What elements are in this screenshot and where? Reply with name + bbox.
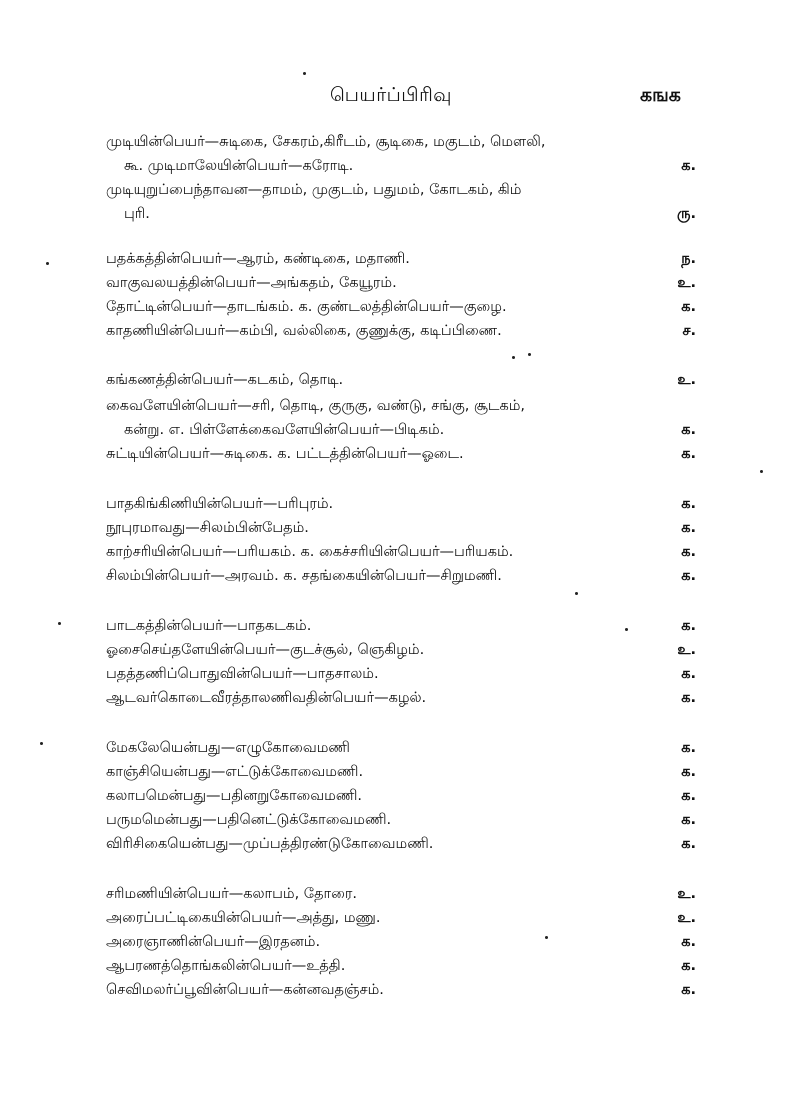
entry-text: கூ. முடிமாலேயின்பெயர்—கரோடி.: [124, 158, 354, 174]
entry-count: க.: [681, 812, 696, 828]
scan-speck: [760, 470, 763, 473]
entry-line: [106, 247, 696, 271]
entry-text: நூபுரமாவது—சிலம்பின்பேதம்.: [106, 520, 309, 536]
entry-line: [106, 178, 696, 202]
entry-line: [106, 130, 696, 154]
entry-count: க.: [681, 568, 696, 584]
entry-text: வாகுவலயத்தின்பெயர்—அங்கதம், கேயூரம்.: [106, 275, 397, 291]
entry-text: ஆபரணத்தொங்கலின்பெயர்—உத்தி.: [106, 958, 346, 974]
scan-speck: [528, 353, 531, 356]
scan-speck: [575, 592, 578, 595]
scan-speck: [545, 936, 548, 939]
entry-count: க.: [681, 520, 696, 536]
entry-line: [106, 295, 696, 319]
entry-count: ச.: [682, 323, 696, 339]
entry-line: [106, 614, 696, 638]
entry-line: [106, 978, 696, 1002]
entry-line: [124, 418, 696, 442]
entry-count: க.: [681, 958, 696, 974]
entry-line: [106, 638, 696, 662]
entry-count: க.: [681, 544, 696, 560]
scan-speck: [625, 628, 628, 631]
entry-line: [106, 882, 696, 906]
entry-count: க.: [681, 836, 696, 852]
scan-speck: [58, 622, 61, 625]
entry-count: க.: [681, 788, 696, 804]
entry-text: கைவளேயின்பெயர்—சரி, தொடி, குருகு, வண்டு, சங்கு, சூடகம்,: [106, 398, 525, 414]
scan-speck: [46, 262, 49, 265]
scan-speck: [512, 356, 515, 359]
scan-speck: [40, 742, 43, 745]
entry-line: [106, 760, 696, 784]
entry-text: பதத்தணிப்பொதுவின்பெயர்—பாதசாலம்.: [106, 666, 379, 682]
entry-text: முடியுறுப்பைந்தாவன—தாமம், முகுடம், பதுமம், கோடகம், கிம்: [106, 182, 522, 198]
entry-line: [106, 808, 696, 832]
entry-count: க.: [681, 446, 696, 462]
entry-count: ரு.: [677, 206, 696, 222]
entry-line: [106, 954, 696, 978]
entry-text: புரி.: [124, 206, 150, 222]
entry-text: தோட்டின்பெயர்—தாடங்கம். க. குண்டலத்தின்பெயர்—குழை.: [106, 299, 507, 315]
entry-line: [106, 662, 696, 686]
entry-line: [106, 832, 696, 856]
entry-line: [124, 154, 696, 178]
entry-count: க.: [681, 764, 696, 780]
entry-count: உ.: [677, 886, 696, 902]
entry-text: பருமமென்பது—பதினெட்டுக்கோவைமணி.: [106, 812, 392, 828]
entry-text: ஓசைசெய்தளேயின்பெயர்—குடச்சூல், ஞெகிழம்.: [106, 642, 425, 658]
entry-line: [106, 736, 696, 760]
page-number: கஙக: [640, 84, 681, 106]
entry-text: அரைஞாணின்பெயர்—இரதனம்.: [106, 934, 321, 950]
entry-text: சுட்டியின்பெயர்—சுடிகை. க. பட்டத்தின்பெயர்—ஓடை.: [106, 446, 464, 462]
entry-text: கன்று. எ. பிள்ளேக்கைவளேயின்பெயர்—பிடிகம்.: [124, 422, 445, 438]
entry-count: உ.: [677, 372, 696, 388]
entry-text: அரைப்பட்டிகையின்பெயர்—அத்து, மணு.: [106, 910, 381, 926]
entry-line: [106, 271, 696, 295]
entry-text: ஆடவர்கொடைவீரத்தாலணிவதின்பெயர்—கழல்.: [106, 690, 427, 706]
entry-line: [106, 442, 696, 466]
entry-count: க.: [681, 666, 696, 682]
entry-line: [106, 564, 696, 588]
entry-text: காற்சரியின்பெயர்—பரியகம். க. கைச்சரியின்பெயர்—பரியகம்.: [106, 544, 514, 560]
entry-line: [106, 686, 696, 710]
entry-text: முடியின்பெயர்—சுடிகை, சேகரம்,கிரீடம், சூடிகை, மகுடம், மௌலி,: [106, 134, 546, 150]
entry-line: [106, 540, 696, 564]
entry-line: [106, 516, 696, 540]
entry-line: [106, 394, 696, 418]
entry-text: காதணியின்பெயர்—கம்பி, வல்லிகை, குணுக்கு, கடிப்பிணை.: [106, 323, 502, 339]
entry-line: [106, 930, 696, 954]
entry-count: க.: [681, 422, 696, 438]
entry-text: சிலம்பின்பெயர்—அரவம். க. சதங்கையின்பெயர்—சிறுமணி.: [106, 568, 502, 584]
entry-text: பாதகிங்கிணியின்பெயர்—பரிபுரம்.: [106, 496, 334, 512]
entry-text: பதக்கத்தின்பெயர்—ஆரம், கண்டிகை, மதாணி.: [106, 251, 410, 267]
entry-count: க.: [681, 158, 696, 174]
entry-count: உ.: [677, 642, 696, 658]
entry-count: க.: [681, 690, 696, 706]
entry-text: காஞ்சியென்பது—எட்டுக்கோவைமணி.: [106, 764, 364, 780]
scan-speck: [303, 72, 306, 75]
entry-text: மேகலேயென்பது—எழுகோவைமணி: [106, 740, 350, 756]
entry-text: கலாபமென்பது—பதினறுகோவைமணி.: [106, 788, 362, 804]
entry-count: க.: [681, 299, 696, 315]
entry-text: பாடகத்தின்பெயர்—பாதகடகம்.: [106, 618, 312, 634]
entry-count: உ.: [677, 910, 696, 926]
entry-count: ந.: [681, 251, 696, 267]
page-header-title: பெயர்ப்பிரிவு: [330, 84, 452, 106]
entry-line: [106, 906, 696, 930]
entry-count: க.: [681, 618, 696, 634]
entry-line: [106, 368, 696, 392]
entry-text: செவிமலர்ப்பூவின்பெயர்—கன்னவதஞ்சம்.: [106, 982, 384, 998]
entry-count: க.: [681, 934, 696, 950]
entry-line: [106, 319, 696, 343]
entry-count: உ.: [677, 275, 696, 291]
entry-count: க.: [681, 740, 696, 756]
entry-line: [106, 784, 696, 808]
entry-line: [106, 492, 696, 516]
entry-text: கங்கணத்தின்பெயர்—கடகம், தொடி.: [106, 372, 344, 388]
entry-line: [124, 202, 696, 226]
entry-count: க.: [681, 496, 696, 512]
entry-text: விரிசிகையென்பது—முப்பத்திரண்டுகோவைமணி.: [106, 836, 434, 852]
entry-text: சரிமணியின்பெயர்—கலாபம், தோரை.: [106, 886, 357, 902]
entry-count: க.: [681, 982, 696, 998]
